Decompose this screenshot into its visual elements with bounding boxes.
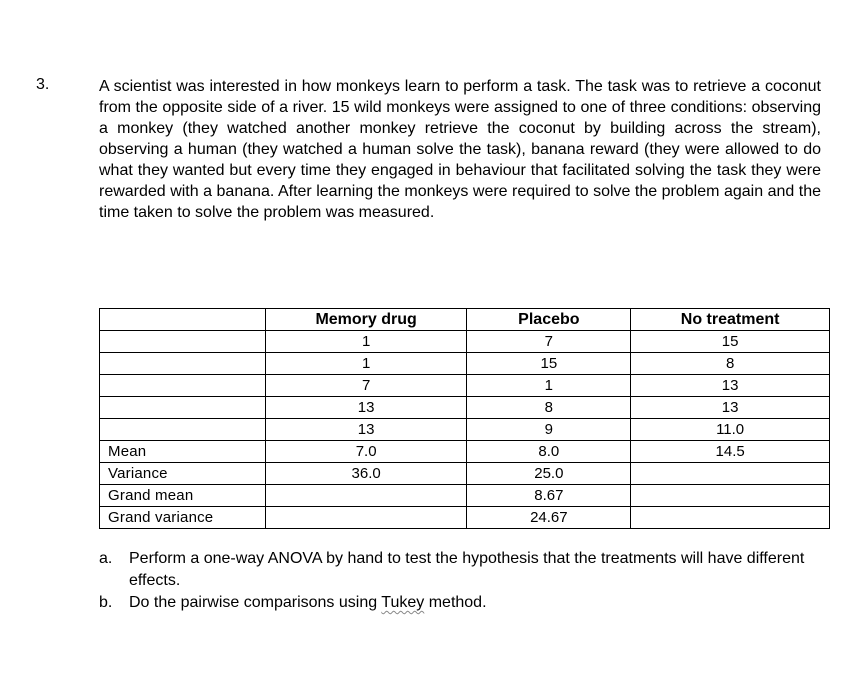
task-item-b (99, 592, 819, 614)
table-row (100, 397, 830, 419)
task-text-before: Do the pairwise comparisons using (129, 594, 382, 611)
cell-placebo: 7 (467, 331, 631, 353)
cell-no-treatment: 14.5 (631, 441, 830, 463)
task-text-after: method. (424, 594, 487, 611)
cell-no-treatment: 8 (631, 353, 830, 375)
row-label-grand-mean: Grand mean (100, 485, 266, 507)
row-label-variance: Variance (100, 463, 266, 485)
header-memory-drug: Memory drug (265, 309, 467, 331)
header-blank (100, 309, 266, 331)
cell-no-treatment (631, 507, 830, 529)
cell-placebo: 8.67 (467, 485, 631, 507)
task-item-a (99, 548, 819, 592)
row-label (100, 419, 266, 441)
cell-memory-drug (265, 507, 467, 529)
task-list (99, 548, 819, 614)
table-row (100, 375, 830, 397)
cell-placebo: 25.0 (467, 463, 631, 485)
table-row (100, 353, 830, 375)
task-marker: a. (99, 550, 113, 567)
cell-placebo: 1 (467, 375, 631, 397)
table-row-variance (100, 463, 830, 485)
table-header-row (100, 309, 830, 331)
table-row-mean (100, 441, 830, 463)
task-marker: b. (99, 594, 113, 611)
cell-memory-drug: 1 (265, 353, 467, 375)
question-text: A scientist was interested in how monkeys learn to perform a task. The task was to retrieve a coconut from the opposite side of a river. 15 wild monkeys were assigned to one of three conditions: observing a monkey (they watched another monkey retrieve the coconut by building across the stream), observing a human (they watched a human solve the task), banana reward (they were allowed to do what they wanted but every time they engaged in behaviour that facilitated solving the task they were rewarded with a banana. After learning the monkeys were required to solve the problem again and the time taken to solve the problem was measured. (99, 78, 821, 221)
cell-memory-drug: 13 (265, 397, 467, 419)
cell-no-treatment (631, 463, 830, 485)
row-label (100, 353, 266, 375)
cell-memory-drug: 7.0 (265, 441, 467, 463)
cell-placebo: 8 (467, 397, 631, 419)
header-placebo: Placebo (467, 309, 631, 331)
row-label (100, 331, 266, 353)
cell-placebo: 8.0 (467, 441, 631, 463)
cell-memory-drug (265, 485, 467, 507)
cell-no-treatment: 13 (631, 375, 830, 397)
data-table (99, 308, 830, 529)
cell-placebo: 24.67 (467, 507, 631, 529)
row-label-grand-variance: Grand variance (100, 507, 266, 529)
question-number: 3. (36, 76, 50, 93)
table-row-grand-mean (100, 485, 830, 507)
cell-no-treatment: 15 (631, 331, 830, 353)
cell-memory-drug: 13 (265, 419, 467, 441)
cell-memory-drug: 1 (265, 331, 467, 353)
cell-no-treatment: 11.0 (631, 419, 830, 441)
cell-no-treatment: 13 (631, 397, 830, 419)
cell-no-treatment (631, 485, 830, 507)
header-no-treatment: No treatment (631, 309, 830, 331)
row-label (100, 375, 266, 397)
cell-placebo: 9 (467, 419, 631, 441)
row-label-mean: Mean (100, 441, 266, 463)
table-row (100, 419, 830, 441)
cell-memory-drug: 7 (265, 375, 467, 397)
table-row-grand-variance (100, 507, 830, 529)
task-text: Perform a one-way ANOVA by hand to test the hypothesis that the treatments will have different effects. (129, 550, 805, 589)
cell-memory-drug: 36.0 (265, 463, 467, 485)
spellcheck-flagged-word[interactable]: Tukey (381, 594, 425, 611)
row-label (100, 397, 266, 419)
table-row (100, 331, 830, 353)
cell-placebo: 15 (467, 353, 631, 375)
